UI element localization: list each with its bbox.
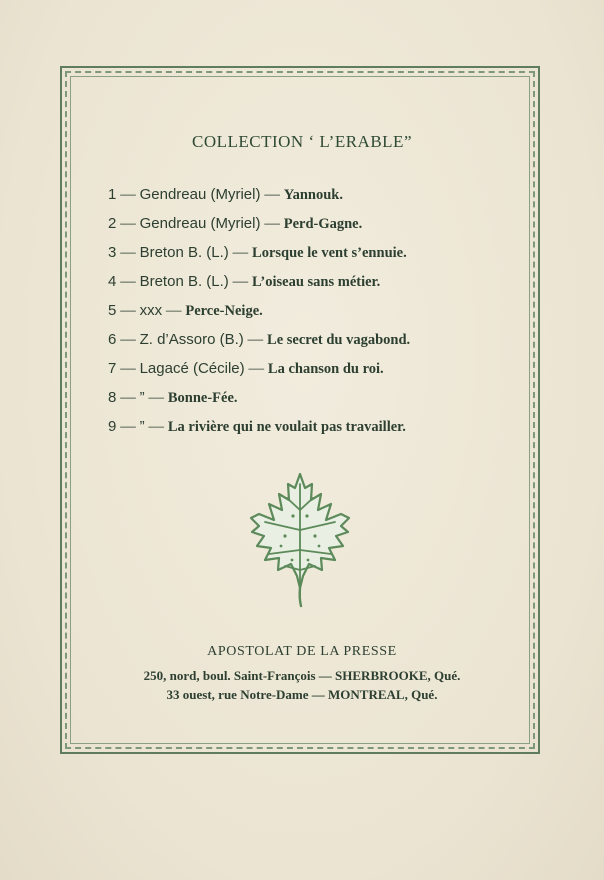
dash: — bbox=[120, 302, 136, 319]
book-author: ” bbox=[139, 389, 145, 406]
book-author: ” bbox=[139, 418, 145, 435]
dash: — bbox=[120, 360, 136, 377]
publisher-address-sherbrooke: 250, nord, boul. Saint-François — SHERBROOKE, Qué. bbox=[143, 668, 461, 683]
dash: — bbox=[120, 418, 136, 435]
book-number: 1 bbox=[108, 186, 117, 203]
dash: — bbox=[120, 186, 136, 203]
book-title: Perd-Gagne. bbox=[283, 216, 363, 232]
dash: — bbox=[120, 331, 136, 348]
book-author: Gendreau (Myriel) bbox=[139, 186, 261, 203]
list-item bbox=[108, 209, 528, 238]
maple-leaf-icon bbox=[245, 470, 355, 610]
list-item bbox=[108, 383, 528, 412]
book-author: Gendreau (Myriel) bbox=[139, 215, 261, 232]
book-title: Yannouk. bbox=[283, 187, 343, 203]
dash: — bbox=[264, 186, 280, 203]
book-title: Bonne-Fée. bbox=[167, 390, 238, 406]
dash: — bbox=[148, 418, 164, 435]
book-number: 6 bbox=[108, 331, 117, 348]
list-item bbox=[108, 267, 528, 296]
book-number: 2 bbox=[108, 215, 117, 232]
dash: — bbox=[120, 389, 136, 406]
list-item bbox=[108, 238, 528, 267]
collection-title: COLLECTION ‘ L’ERABLE” bbox=[191, 132, 412, 151]
book-author: Z. d’Assoro (B.) bbox=[139, 331, 244, 348]
publisher-address-montreal: 33 ouest, rue Notre-Dame — MONTREAL, Qué. bbox=[166, 687, 438, 702]
book-number: 5 bbox=[108, 302, 117, 319]
dash: — bbox=[148, 389, 164, 406]
publisher-block bbox=[0, 644, 604, 704]
list-item bbox=[108, 296, 528, 325]
list-item bbox=[108, 180, 528, 209]
book-number: 4 bbox=[108, 273, 117, 290]
publisher-name: APOSTOLAT DE LA PRESSE bbox=[207, 644, 397, 659]
book-title: L’oiseau sans métier. bbox=[252, 274, 381, 290]
book-author: Breton B. (L.) bbox=[139, 273, 229, 290]
dash: — bbox=[232, 244, 249, 261]
book-number: 8 bbox=[108, 389, 117, 406]
dash: — bbox=[165, 302, 182, 319]
book-title: Perce-Neige. bbox=[185, 303, 263, 319]
book-author: Lagacé (Cécile) bbox=[139, 360, 245, 377]
dash: — bbox=[264, 215, 280, 232]
book-list bbox=[108, 180, 528, 441]
list-item bbox=[108, 354, 528, 383]
dash: — bbox=[120, 273, 136, 290]
book-title: La chanson du roi. bbox=[267, 361, 384, 377]
dash: — bbox=[248, 360, 265, 377]
book-number: 9 bbox=[108, 418, 117, 435]
book-number: 7 bbox=[108, 360, 117, 377]
book-title: Lorsque le vent s’ennuie. bbox=[252, 245, 407, 261]
list-item bbox=[108, 325, 528, 354]
dash: — bbox=[120, 215, 136, 232]
book-title: La rivière qui ne voulait pas travailler. bbox=[167, 419, 406, 435]
dash: — bbox=[247, 331, 264, 348]
book-author: xxx bbox=[139, 302, 163, 319]
book-author: Breton B. (L.) bbox=[139, 244, 229, 261]
book-number: 3 bbox=[108, 244, 117, 261]
dash: — bbox=[120, 244, 136, 261]
dash: — bbox=[232, 273, 249, 290]
book-title: Le secret du vagabond. bbox=[267, 332, 411, 348]
list-item bbox=[108, 412, 528, 441]
